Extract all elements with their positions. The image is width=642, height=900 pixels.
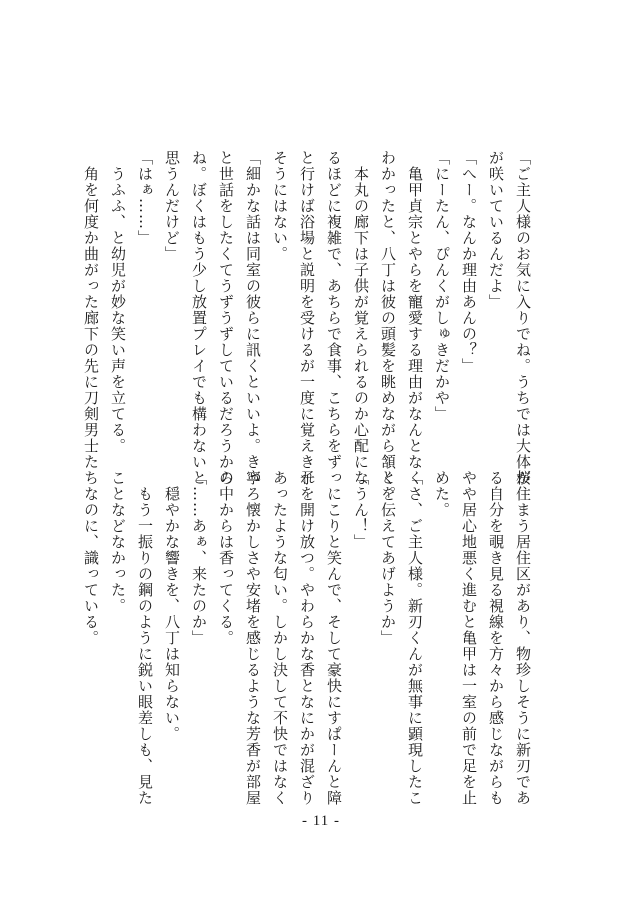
text-line: 亀甲貞宗とやらを寵愛する理由がなんとなく <box>406 150 424 486</box>
text-line: が住まう居住区があり、物珍しそうに新刃であ <box>514 470 532 806</box>
text-line: にこりと笑んで、そして豪快にすぱーんと障 <box>325 470 343 806</box>
text-line: あったような匂い。しかし決して不快ではなく <box>271 470 289 806</box>
text-line: 「……あぁ、来たのか」 <box>190 470 208 646</box>
text-line: ね。ぼくはもう少し放置プレイでも構わないと <box>190 150 208 486</box>
text-line: めた。 <box>433 470 451 518</box>
text-line: 「うん！」 <box>352 470 370 550</box>
text-line: る自分を覗き見る視線を方々から感じながらも <box>487 470 505 806</box>
text-line: が咲いているんだよ」 <box>487 150 505 310</box>
text-line: と行けば浴場と説明を受けるが一度に覚えきれ <box>298 150 316 486</box>
text-line: 本丸の廊下は子供が覚えられるのか心配にな <box>352 150 370 486</box>
text-line: もう一振りの鋼のように鋭い眼差しも、見た <box>136 470 154 806</box>
text-line: 「にーたん、ぴんくがしゅきだかや」 <box>433 150 451 422</box>
text-line: なのに、識っている。 <box>82 470 100 646</box>
text-line: 「はぁ……」 <box>136 150 154 246</box>
text-line: 「さ、ご主人様。新刃くんが無事に顕現したこ <box>406 470 424 806</box>
text-line: と世話をしたくてうずうずしているだろうから <box>217 150 235 486</box>
text-line: とを伝えてあげようか」 <box>379 470 397 646</box>
lower-text-column <box>77 470 536 806</box>
text-line: の中からは香ってくる。 <box>217 470 235 646</box>
text-line: 寧ろ懐かしさや安堵を感じるような芳香が部屋 <box>244 470 262 806</box>
text-line: やや居心地悪く進むと亀甲は一室の前で足を止 <box>460 470 478 806</box>
page-number: - 11 - <box>302 813 340 829</box>
text-line: わかったと、八丁は彼の頭髪を眺めながら頷く。 <box>379 150 397 502</box>
text-line: 子を開け放つ。やわらかな香となにかが混ざり <box>298 470 316 806</box>
text-line: るほどに複雑で、あちらで食事、こちらをずっ <box>325 150 343 486</box>
text-line: 「ご主人様のお気に入りでね。うちでは大体桜 <box>514 150 532 486</box>
text-line: 「へー。なんか理由あんの？」 <box>460 150 478 374</box>
text-line: 思うんだけど」 <box>163 150 181 262</box>
text-line: 穏やかな響きを、八丁は知らない。 <box>163 470 181 742</box>
text-line: ことなどなかった。 <box>109 470 127 614</box>
text-line: うふふ、と幼児が妙な笑い声を立てる。 <box>109 150 127 454</box>
text-line: 角を何度か曲がった廊下の先に刀剣男士たち <box>82 150 100 486</box>
text-line: 「細かな話は同室の彼らに訊くといいよ。きっ <box>244 150 262 486</box>
text-line: そうにはない。 <box>271 150 289 262</box>
